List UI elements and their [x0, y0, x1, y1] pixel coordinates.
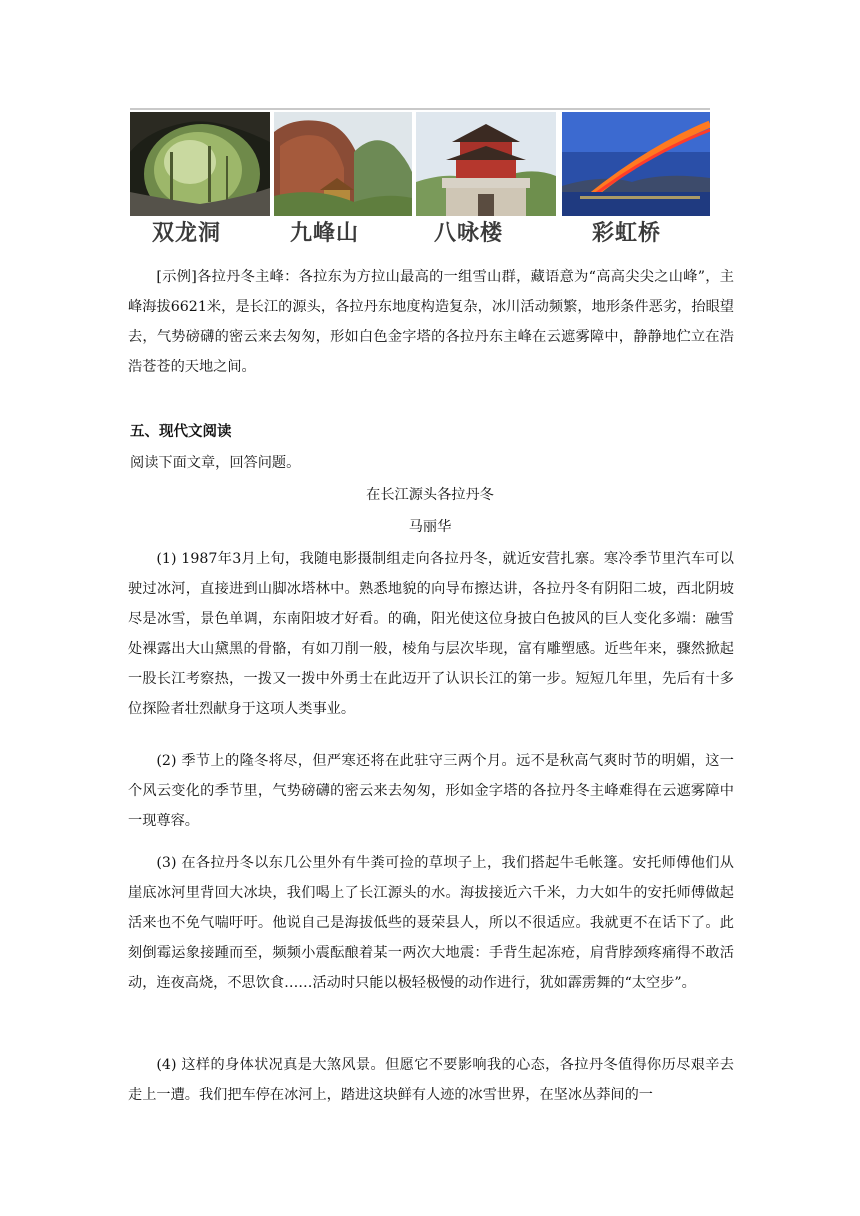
- bridge-photo: [562, 112, 710, 216]
- section-instruction: 阅读下面文章，回答问题。: [130, 455, 301, 471]
- photo-gallery: [130, 112, 710, 252]
- article-paragraph-4: (4) 这样的身体状况真是大煞风景。但愿它不要影响我的心态，各拉丹冬值得你历尽艰辛去走上一遭。我们把车停在冰河上，踏进这块鲜有人迹的冰雪世界，在坚冰丛莽间的一: [128, 1057, 734, 1103]
- pavilion-photo: [416, 112, 556, 216]
- gallery-caption-3: 八咏楼: [434, 221, 504, 246]
- article-title: 在长江源头各拉丹冬: [366, 487, 494, 503]
- section-heading: 五、现代文阅读: [130, 424, 232, 440]
- mountain-photo: [274, 112, 412, 216]
- article-author: 马丽华: [408, 519, 452, 535]
- gallery-caption-2: 九峰山: [290, 221, 360, 246]
- gallery-top-rule: [130, 108, 710, 110]
- article-paragraph-2: (2) 季节上的隆冬将尽，但严寒还将在此驻守三两个月。远不是秋高气爽时节的明媚，这一个风云变化的季节里，气势磅礴的密云来去匆匆，形如金字塔的各拉丹冬主峰难得在云遮雾障中一现尊容。: [128, 753, 734, 829]
- example-paragraph: [示例]各拉丹冬主峰：各拉东为方拉山最高的一组雪山群，藏语意为“高高尖尖之山峰”，主峰海拔6621米，是长江的源头，各拉丹东地度构造复杂，冰川活动频繁，地形条件恶劣，抬眼望去，气势磅礴的密云来去匆匆，形如白色金字塔的各拉丹东主峰在云遮雾障中，静静地伫立在浩浩苍苍的天地之间。: [128, 269, 734, 375]
- cave-photo: [130, 112, 270, 216]
- gallery-caption-4: 彩虹桥: [592, 221, 662, 246]
- gallery-caption-1: 双龙洞: [152, 221, 222, 246]
- article-paragraph-1: (1) 1987年3月上旬，我随电影摄制组走向各拉丹冬，就近安营扎寨。寒冷季节里汽车可以驶过冰河，直接进到山脚冰塔林中。熟悉地貌的向导布擦达讲，各拉丹冬有阴阳二坡，西北阴坡尽是冰雪，景色单调，东南阳坡才好看。的确，阳光使这位身披白色披风的巨人变化多端：融雪处裸露出大山黛黑的骨骼，有如刀削一般，棱角与层次毕现，富有雕塑感。近些年来，骤然掀起一股长江考察热，一拨又一拨中外勇士在此迈开了认识长江的第一步。短短几年里，先后有十多位探险者壮烈献身于这项人类事业。: [128, 551, 734, 717]
- article-paragraph-3: (3) 在各拉丹冬以东几公里外有牛粪可捡的草坝子上，我们搭起牛毛帐篷。安托师傅他们从崖底冰河里背回大冰块，我们喝上了长江源头的水。海拔接近六千米，力大如牛的安托师傅做起活来也不免气喘吁吁。他说自己是海拔低些的聂荣县人，所以不很适应。我就更不在话下了。此刻倒霉运象接踵而至，频频小震酝酿着某一两次大地震：手背生起冻疮，肩背脖颈疼痛得不敢活动，连夜高烧，不思饮食……活动时只能以极轻极慢的动作进行，犹如霹雳舞的“太空步”。: [128, 855, 734, 991]
